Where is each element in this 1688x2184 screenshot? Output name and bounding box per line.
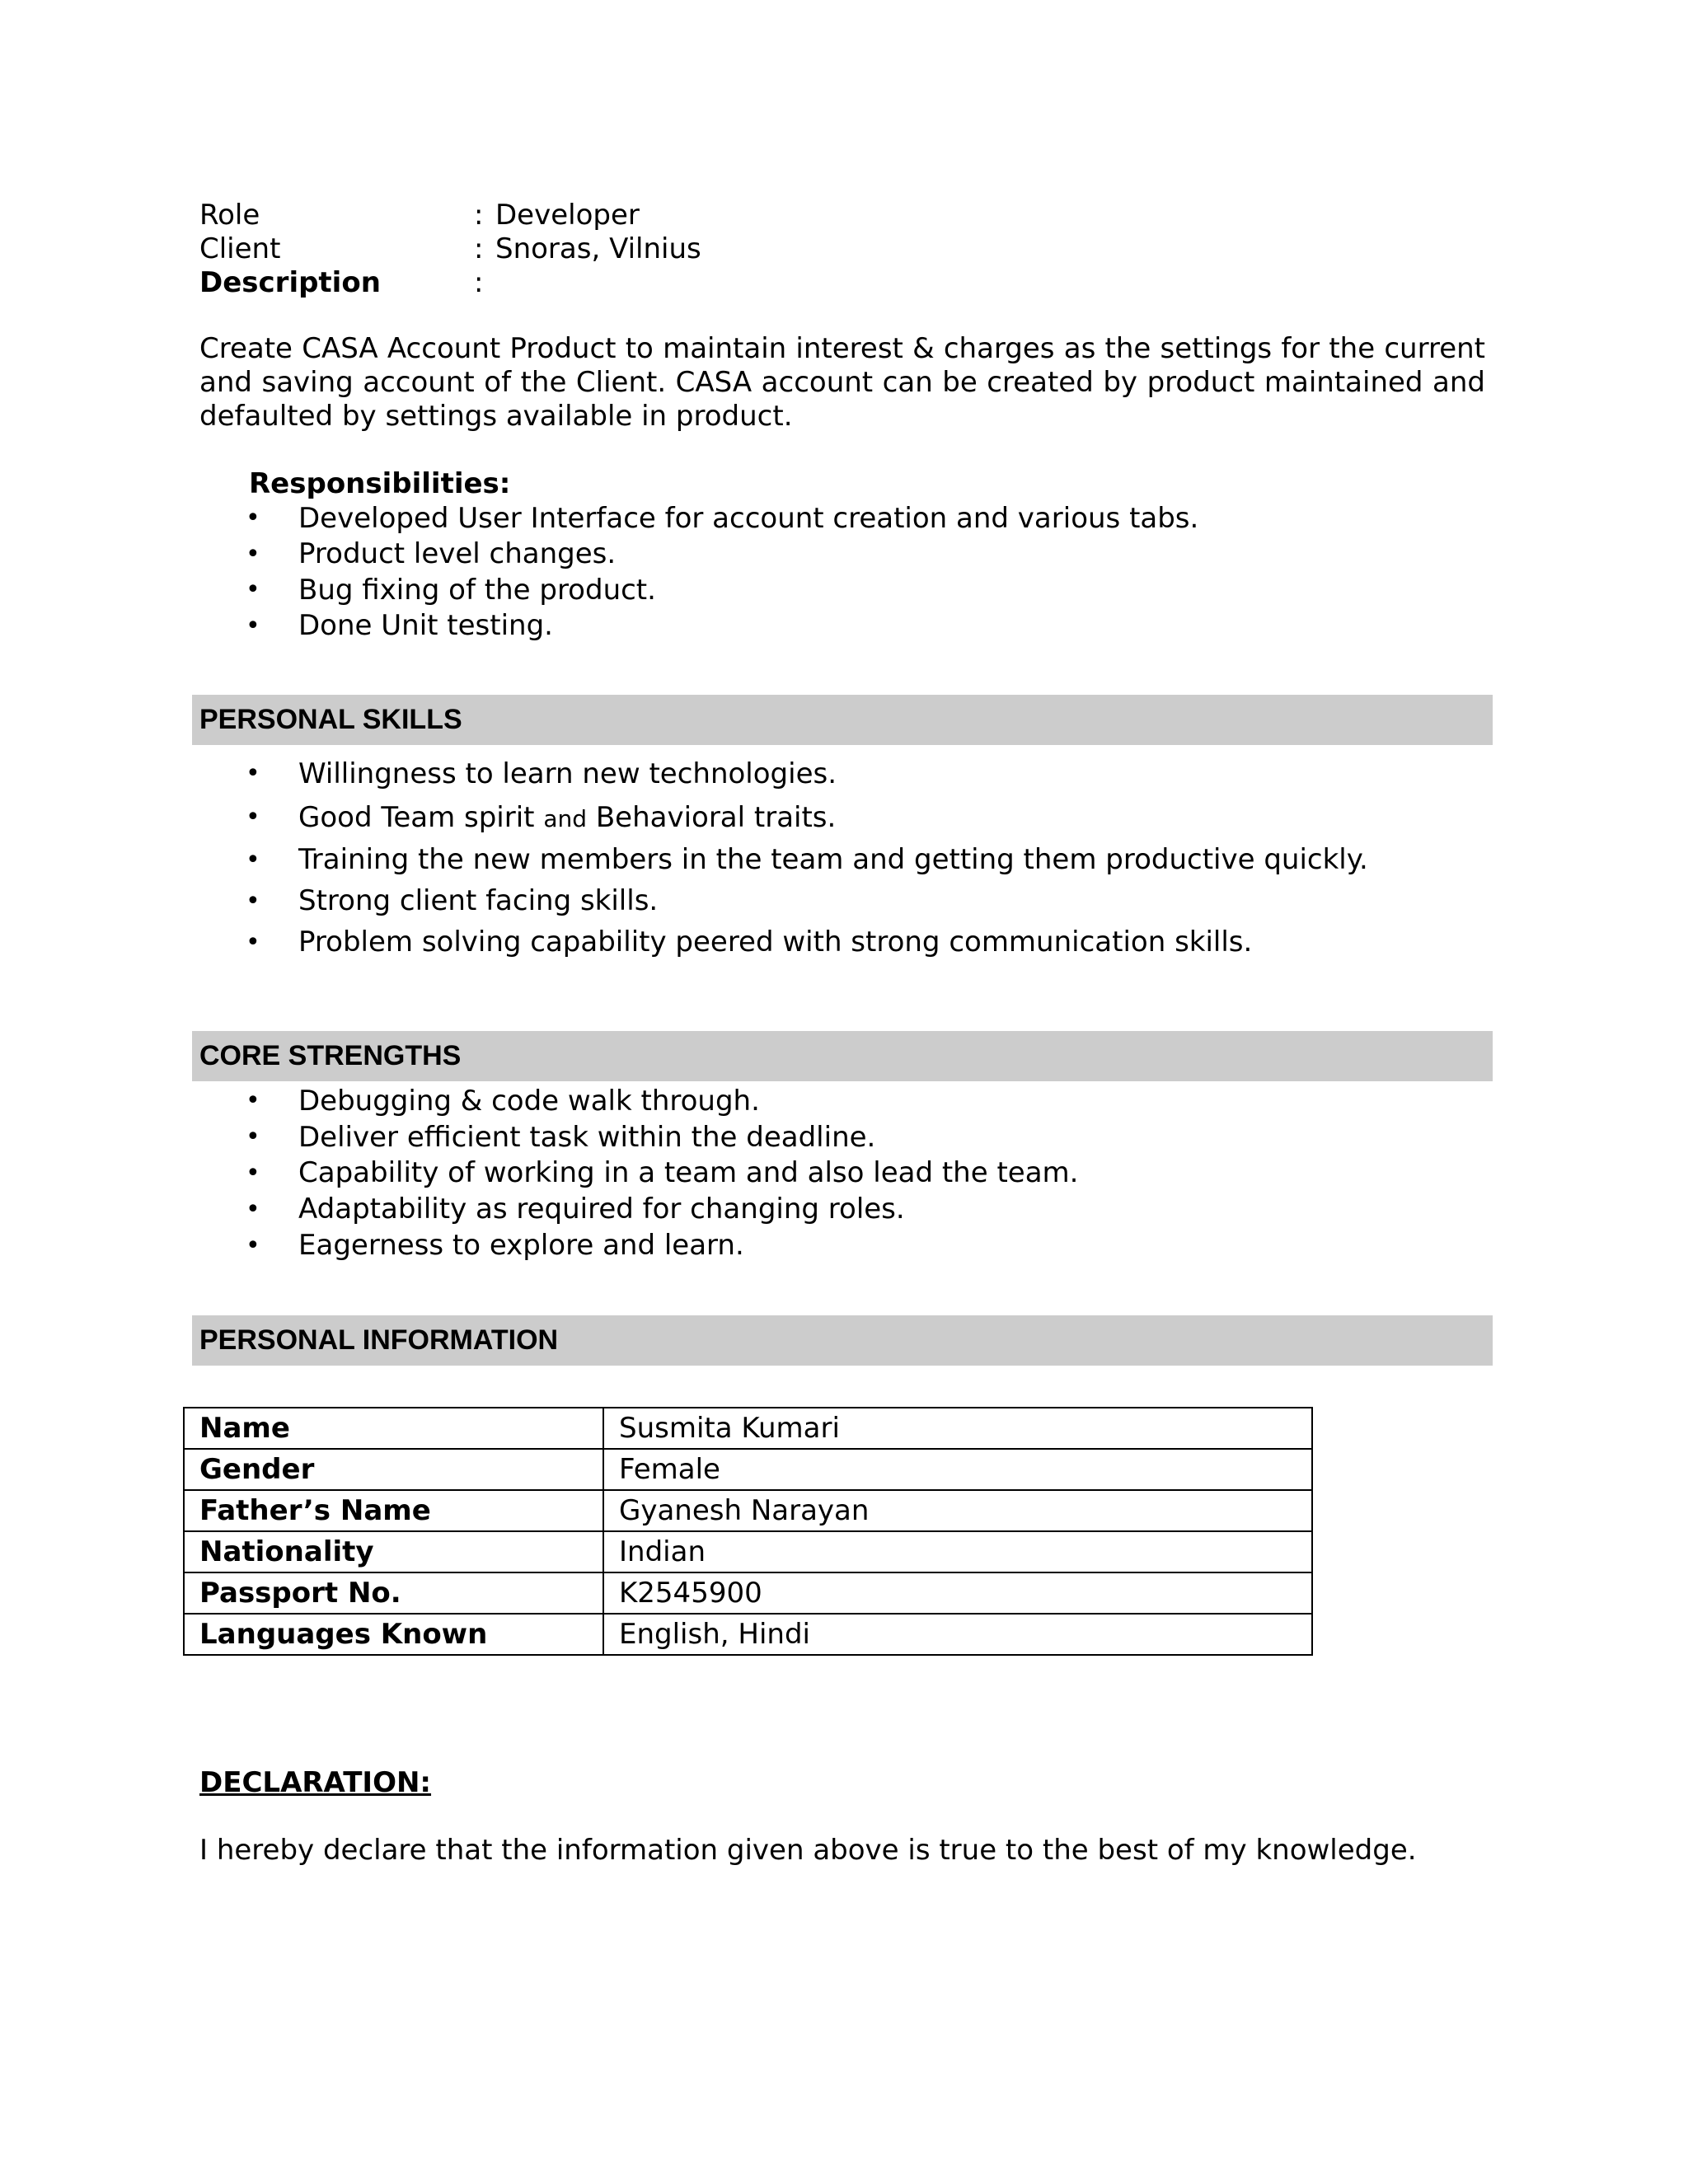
- skill-text: Strong client facing skills.: [298, 884, 659, 917]
- list-item: [199, 752, 1485, 795]
- personal-skills-heading: PERSONAL SKILLS: [192, 695, 1493, 745]
- project-details: [199, 199, 1353, 300]
- list-item: [199, 795, 1485, 839]
- list-item: [199, 608, 1485, 644]
- bullet-icon: •: [246, 1158, 260, 1188]
- info-value: Female: [603, 1449, 1312, 1490]
- skill-text: Training the new members in the team and getting them productive quickly.: [298, 843, 1368, 876]
- bullet-icon: •: [246, 575, 260, 605]
- description-separator: :: [474, 266, 484, 299]
- bullet-icon: •: [246, 845, 260, 874]
- core-strengths-list: [199, 1083, 1485, 1263]
- table-row: [184, 1572, 1312, 1614]
- bullet-icon: •: [246, 611, 260, 640]
- responsibilities-heading: Responsibilities:: [249, 467, 511, 500]
- responsibility-text: Bug fixing of the product.: [298, 573, 656, 607]
- core-strengths-heading: CORE STRENGTHS: [192, 1031, 1493, 1081]
- bullet-icon: •: [246, 539, 260, 569]
- bullet-icon: •: [246, 1230, 260, 1260]
- info-value: Susmita Kumari: [603, 1408, 1312, 1449]
- bullet-icon: •: [246, 1086, 260, 1116]
- responsibility-text: Product level changes.: [298, 537, 617, 571]
- personal-information-heading: PERSONAL INFORMATION: [192, 1315, 1493, 1366]
- bullet-icon: •: [246, 759, 260, 788]
- skill-text: [298, 801, 836, 834]
- strength-text: Deliver efficient task within the deadline.: [298, 1120, 876, 1154]
- skill-text-part: Good Team spirit: [298, 800, 544, 834]
- client-separator: :: [474, 232, 484, 265]
- list-item: [199, 1227, 1485, 1263]
- table-row: [184, 1449, 1312, 1490]
- skill-text: Problem solving capability peered with strong communication skills.: [298, 926, 1253, 958]
- role-value: Developer: [495, 199, 640, 232]
- project-description: Create CASA Account Product to maintain interest & charges as the settings for the current and saving account of the Client. CASA account can be created by product maintained and defaulted by settings available in product.: [199, 332, 1485, 433]
- list-item: [199, 839, 1485, 880]
- list-item: [199, 880, 1485, 921]
- description-label: Description: [199, 266, 381, 299]
- client-row: [199, 232, 1353, 266]
- strength-text: Debugging & code walk through.: [298, 1084, 760, 1118]
- info-label: Passport No.: [184, 1572, 603, 1614]
- info-value: Gyanesh Narayan: [603, 1490, 1312, 1531]
- info-label: Nationality: [184, 1531, 603, 1572]
- list-item: [199, 921, 1485, 963]
- table-row: [184, 1614, 1312, 1655]
- skill-text-part: Behavioral traits.: [587, 800, 837, 834]
- skill-text-part-small: and: [543, 804, 588, 832]
- personal-skills-list: [199, 752, 1485, 963]
- list-item: [199, 1155, 1485, 1192]
- table-row: [184, 1408, 1312, 1449]
- strength-text: Adaptability as required for changing roles.: [298, 1193, 905, 1226]
- info-value: English, Hindi: [603, 1614, 1312, 1655]
- responsibilities-list: [199, 500, 1485, 644]
- info-label: Gender: [184, 1449, 603, 1490]
- list-item: [199, 500, 1485, 537]
- bullet-icon: •: [246, 504, 260, 533]
- role-separator: :: [474, 199, 484, 232]
- bullet-icon: •: [246, 803, 260, 832]
- list-item: [199, 1119, 1485, 1155]
- declaration-heading: DECLARATION:: [199, 1766, 432, 1799]
- role-label: Role: [199, 199, 260, 232]
- client-value: Snoras, Vilnius: [495, 232, 701, 265]
- bullet-icon: •: [246, 1122, 260, 1152]
- strength-text: Capability of working in a team and also lead the team.: [298, 1156, 1079, 1190]
- bullet-icon: •: [246, 886, 260, 916]
- table-row: [184, 1531, 1312, 1572]
- info-label: Father’s Name: [184, 1490, 603, 1531]
- info-label: Languages Known: [184, 1614, 603, 1655]
- personal-information-table: [183, 1407, 1313, 1656]
- info-value: Indian: [603, 1531, 1312, 1572]
- skill-text: Willingness to learn new technologies.: [298, 757, 837, 790]
- table-row: [184, 1490, 1312, 1531]
- list-item: [199, 1191, 1485, 1227]
- description-value: [495, 266, 1353, 300]
- info-value: K2545900: [603, 1572, 1312, 1614]
- responsibility-text: Done Unit testing.: [298, 609, 553, 643]
- strength-text: Eagerness to explore and learn.: [298, 1229, 744, 1263]
- declaration-text: I hereby declare that the information given above is true to the best of my knowledge.: [199, 1834, 1417, 1867]
- list-item: [199, 1083, 1485, 1119]
- role-row: [199, 199, 1353, 232]
- description-row: [199, 266, 1353, 300]
- list-item: [199, 537, 1485, 573]
- bullet-icon: •: [246, 1194, 260, 1224]
- bullet-icon: •: [246, 927, 260, 957]
- client-label: Client: [199, 232, 281, 265]
- list-item: [199, 572, 1485, 608]
- info-label: Name: [184, 1408, 603, 1449]
- responsibility-text: Developed User Interface for account creation and various tabs.: [298, 501, 1199, 535]
